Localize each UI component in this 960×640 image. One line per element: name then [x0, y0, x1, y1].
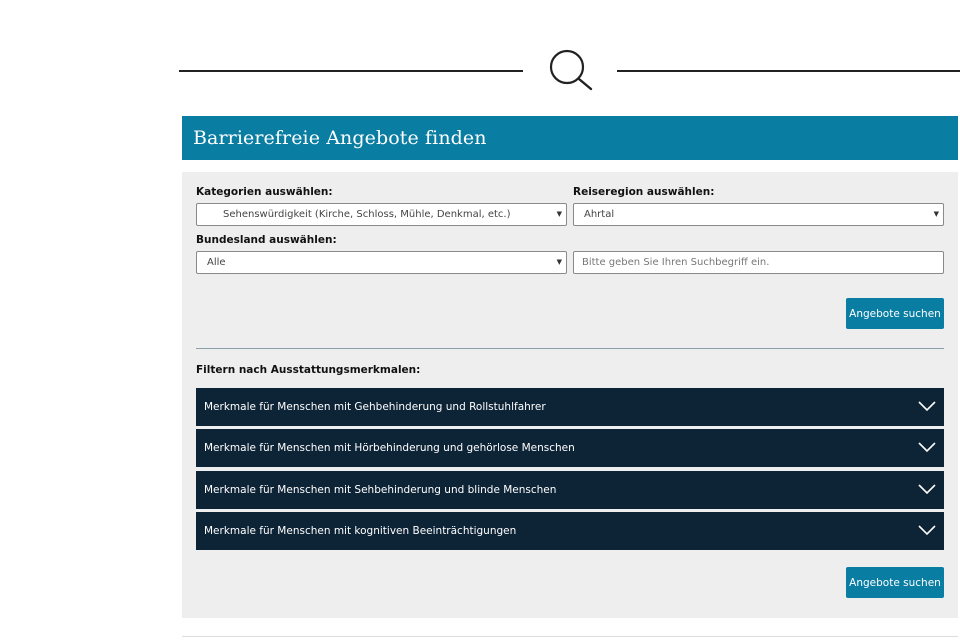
accordion-label: Merkmale für Menschen mit kognitiven Beeinträchtigungen: [204, 525, 517, 537]
search-offers-button[interactable]: Angebote suchen: [846, 298, 944, 329]
bundesland-select-value: Alle: [207, 257, 226, 268]
search-input[interactable]: [573, 251, 944, 274]
footer-divider: [182, 636, 958, 637]
chevron-down-icon: [918, 442, 936, 453]
caret-down-icon: ▼: [556, 210, 562, 218]
caret-down-icon: ▼: [556, 258, 562, 266]
search-input-placeholder: Bitte geben Sie Ihren Suchbegriff ein.: [582, 257, 770, 268]
decorative-divider-left: [179, 70, 523, 72]
bundesland-select[interactable]: [196, 251, 567, 274]
search-offers-button-bottom[interactable]: Angebote suchen: [846, 567, 944, 598]
filter-heading: Filtern nach Ausstattungsmerkmalen:: [196, 364, 421, 376]
chevron-down-icon: [918, 484, 936, 495]
decorative-divider-right: [617, 70, 960, 72]
accordion-hoerbehinderung[interactable]: [196, 429, 944, 467]
reiseregion-select[interactable]: [573, 203, 944, 226]
search-icon: [546, 48, 594, 92]
accordion-sehbehinderung[interactable]: [196, 471, 944, 509]
kategorien-select-value: Sehenswürdigkeit (Kirche, Schloss, Mühle, Denkmal, etc.): [223, 209, 511, 220]
accordion-label: Merkmale für Menschen mit Hörbehinderung und gehörlose Menschen: [204, 442, 575, 454]
accordion-gehbehinderung[interactable]: [196, 388, 944, 426]
reiseregion-select-value: Ahrtal: [584, 209, 615, 220]
caret-down-icon: ▼: [933, 210, 939, 218]
search-form-panel: [182, 172, 958, 618]
section-divider: [196, 348, 944, 349]
kategorien-label: Kategorien auswählen:: [196, 186, 333, 198]
chevron-down-icon: [918, 401, 936, 412]
accordion-kognitiv[interactable]: [196, 512, 944, 550]
page-title: Barrierefreie Angebote finden: [182, 116, 958, 160]
accordion-label: Merkmale für Menschen mit Sehbehinderung und blinde Menschen: [204, 484, 557, 496]
kategorien-select[interactable]: [196, 203, 567, 226]
chevron-down-icon: [918, 525, 936, 536]
reiseregion-label: Reiseregion auswählen:: [573, 186, 715, 198]
accordion-label: Merkmale für Menschen mit Gehbehinderung und Rollstuhlfahrer: [204, 401, 546, 413]
bundesland-label: Bundesland auswählen:: [196, 234, 337, 246]
